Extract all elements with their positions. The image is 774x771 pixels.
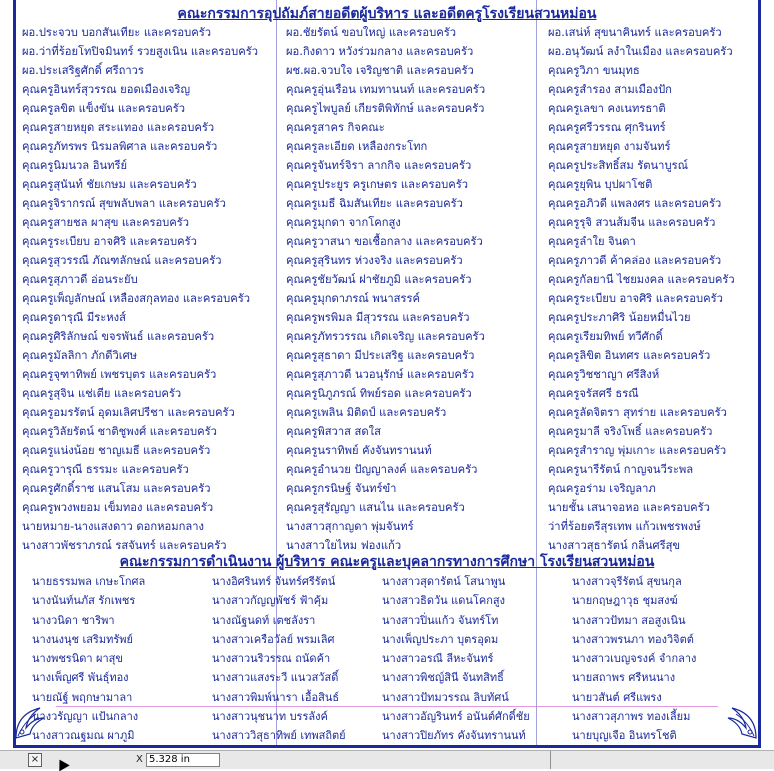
committee-member-name: นางสาวสุธารัตน์ กลิ่นศรีสุข [548,539,681,552]
committee-member-name: คุณครูกัลยานี ไชยมงคล และครอบครัว [548,273,735,286]
staff-member-name: นายธรรมพล เกษะโกศล [32,575,146,588]
committee-member-name: นางสาวสุกาญดา พุ่มจันทร์ [286,520,414,533]
committee-member-name: ผอ.ประจวบ บอกสันเทียะ และครอบครัว [22,26,211,39]
committee-member-name: นายชั้น เสนาจอหอ และครอบครัว [548,501,710,514]
staff-member-name: นางสาวสุดารัตน์ โสนาพูน [382,575,506,588]
committee-member-name: ผช.ผอ.จวบใจ เจริญชาติ และครอบครัว [286,64,474,77]
committee-member-name: คุณครูสำราญ พุ่มเกาะ และครอบครัว [548,444,727,457]
committee-member-name: นางสาวใยไหม ฟองแก้ว [286,539,402,552]
committee-member-name: คุณครูมัลลิกา ภักดีวิเศษ [22,349,138,362]
staff-title: คณะกรรมการดำเนินงาน ผู้บริหาร คณะครูและบุคลากรทางการศึกษา โรงเรียนสวนหม่อน [119,554,655,570]
committee-member-name: คุณครูแน่งน้อย ชาญเมธี และครอบครัว [22,444,211,457]
staff-member-name: นางสาวสุภาพร ทองเลี้ยม [572,710,691,724]
staff-member-name: นางเพ็ญศรี พันธุ์ทอง [32,671,129,685]
staff-member-name: นางสาวอัญรินทร์ อนันต์ศักดิ์ชัย [382,710,530,724]
committee-member-name: คุณครูสุนันท์ ชัยเกษม และครอบครัว [22,178,197,191]
committee-member-name: ผอ.กิงดาว หวังร่วมกลาง และครอบครัว [286,45,474,58]
committee-member-name: คุณครูนารีรัตน์ กาญจนวีระพล [548,463,694,476]
staff-member-name: นายวสันต์ ศรีแพรง [572,690,662,704]
committee-member-name: คุณครูกรนิษฐ์ จันทร์ขำ [286,482,397,495]
staff-member-name: นายบุญเจือ อินทรโชติ [572,729,677,743]
committee-list [22,23,762,555]
committee-member-name: คุณครูละเอียด เหลืองกระโทก [286,140,428,153]
staff-member-name: นางวนิดา ชาริพา [32,613,115,627]
committee-member-name: คุณครูรุจิ สวนส้มจีน และครอบครัว [548,216,716,229]
staff-member-name: นางสาวธิดวัน แดนโคกสูง [382,594,505,608]
committee-member-name: คุณครูสาคร กิจคณะ [286,121,385,134]
committee-member-name: คุณครูประสิทธิ์สม รัตนาบูรณ์ [548,159,688,172]
committee-member-name: คุณครูเมธี ฉิมสันเทียะ และครอบครัว [286,197,463,210]
committee-member-name: คุณครูวิชชาญา ศรีสิงห์ [548,368,660,381]
committee-member-name: คุณครูระเบียบ อาจศิริ และครอบครัว [548,292,723,305]
committee-member-name: คุณครูวิภา ขนมุทธ [548,64,640,77]
staff-member-name: นางนงนุช เสริมทรัพย์ [32,632,133,646]
coordinate-label: X [136,754,143,765]
committee-member-name: ผอ.เสน่ห์ สุขนาคินทร์ และครอบครัว [548,26,722,39]
committee-member-name: คุณครูภัทรวรรณ เกิดเจริญ และครอบครัว [286,330,485,343]
corner-ornament-left [14,704,50,740]
committee-member-name: คุณครูสุวรรณี ภัณฑลักษณ์ และครอบครัว [22,254,222,267]
committee-member-name: คุณครูพิสวาส สดใส [286,425,381,438]
committee-member-name: ผอ.ชัยรัตน์ ขอบใหญ่ และครอบครัว [286,26,457,39]
committee-member-name: คุณครูลิขิต อินทศร และครอบครัว [548,349,711,362]
committee-member-name: ผอ.ว่าที่ร้อยโทปิจมินทร์ รวยสูงเนิน และครอบครัว [22,45,259,58]
staff-member-name: นางพชรนิดา ผาสุข [32,652,123,666]
staff-member-name: นางสาววิสุธาทิพย์ เทพสถิตย์ [212,729,346,743]
cursor-icon [54,757,69,771]
status-divider [550,751,551,769]
committee-member-name: คุณครูภาวดี ค้าคล่อง และครอบครัว [548,254,722,267]
committee-member-name: คุณครูศิริลักษณ์ ขจรพันธ์ และครอบครัว [22,330,215,343]
staff-member-name: นางสาวปัทมา สอสูงเนิน [572,613,686,627]
committee-member-name: คุณครูอุ่นเรือน เทมทานนท์ และครอบครัว [286,83,486,96]
staff-member-name: นางนันท์นภัส รักเพชร [32,594,136,608]
staff-member-name: นางเพ็ญประภา บุตรอุดม [382,632,499,646]
committee-member-name: คุณครูอภิวดี แพลงศร และครอบครัว [548,197,722,210]
committee-member-name: คุณครูประยูร ครูเกษตร และครอบครัว [286,178,469,191]
staff-member-name: นางสาวเบญจรงค์ จำกลาง [572,652,697,666]
document-page [13,0,761,748]
committee-member-name: คุณครูลขิต แข็งขัน และครอบครัว [22,102,186,115]
committee-member-name: คุณครูวาสนา ขอเชื้อกลาง และครอบครัว [286,235,483,248]
committee-member-name: ผอ.อนุวัฒน์ ลงำในเมือง และครอบครัว [548,45,733,58]
corner-ornament-right [722,704,758,740]
committee-member-name: คุณครูศรีวรรณ ศุกรินทร์ [548,121,666,134]
status-bar [0,750,774,769]
staff-member-name: นายสถาพร ศรีหนนาง [572,671,676,685]
committee-member-name: คุณครูจุฑาทิพย์ เพชรบุตร และครอบครัว [22,368,217,381]
committee-member-name: คุณครูลัดจิตรา สุทร่าย และครอบครัว [548,406,727,419]
staff-member-name: นางสาวแสงระวี แนวสวัสดิ์ [212,671,339,685]
committee-member-name: คุณครูลำใย จินดา [548,235,636,248]
committee-member-name: นายหมาย-นางแสงดาว ดอกหอมกลาง [22,520,204,533]
committee-member-name: คุณครูประภาศิริ น้อยหมื่นไวย [548,311,691,324]
staff-member-name: นางสาวพิมพ์นารา เอื้อสินธ์ [212,690,340,704]
committee-member-name: คุณครูอมรรัตน์ อุดมเลิศปรีชา และครอบครัว [22,406,235,419]
committee-member-name: คุณครูจันทร์จิรา ลากกิจ และครอบครัว [286,159,472,172]
committee-member-name: คุณครูสายหยุด งามจันทร์ [548,140,671,153]
committee-member-name: คุณครูนราทิพย์ คังจันทรานนท์ [286,444,432,457]
committee-member-name: คุณครูมุกดา จากโคกสูง [286,216,401,229]
staff-member-name: นายณัฐ์ พฤกษามาลา [32,690,133,704]
committee-member-name: ว่าที่ร้อยตรีสุรเทพ แก้วเพชรพงษ์ [548,520,701,533]
staff-member-name: นางสาวปิ่นแก้ว จันทร์โท [382,613,499,627]
committee-member-name: คุณครูวิลัยรัตน์ ชาติชูพงศ์ และครอบครัว [22,425,217,438]
committee-member-name: คุณครูสุภาวดี อ่อนระยับ [22,273,138,286]
committee-member-name: ผอ.ประเสริฐศักดิ์ ศรีถาวร [22,64,144,77]
committee-member-name: คุณครูสายชล ผาสุข และครอบครัว [22,216,190,229]
staff-member-name: นางณัฐนดท์ เตชลังรา [212,613,316,627]
committee-member-name: คุณครูเพลิน มิติดป์ และครอบครัว [286,406,447,419]
committee-member-name: คุณครูเลขา คงเนทรธาติ [548,102,666,115]
close-icon[interactable]: × [28,753,42,767]
committee-member-name: คุณครูสุธาดา มีประเสริฐ และครอบครัว [286,349,475,362]
committee-member-name: คุณครูอำนวย ปัญญาลงค์ และครอบครัว [286,463,478,476]
staff-member-name: นางอิศรินทร์ จันทร์ศรีรัตน์ [212,575,336,588]
committee-member-name: คุณครูสายหยุด สระแทอง และครอบครัว [22,121,215,134]
committee-member-name: คุณครูสุรินทร ห่วงจริง และครอบครัว [286,254,463,267]
staff-member-name: นางสาวอรณี ลีหะจันทร์ [382,652,494,666]
committee-member-name: คุณครูศักดิ์ราช แสนโสม และครอบครัว [22,482,211,495]
staff-member-name: นางสาวปิยภัทร คังจันทรานนท์ [382,729,526,743]
committee-member-name: คุณครูจรัสศรี ธรณี [548,387,639,400]
coordinate-field[interactable]: 5.328 in [146,753,220,767]
committee-member-name: คุณครูมุกดาภรณ์ พนาสรรค์ [286,292,421,305]
committee-member-name: คุณครูจิรากรณ์ สุขพลับพลา และครอบครัว [22,197,226,210]
committee-member-name: คุณครูสุภาวดี นวอนุรักษ์ และครอบครัว [286,368,475,381]
staff-member-name: นางวรัญญา แป้นกลาง [32,710,139,724]
committee-member-name: คุณครูสุรัญญา แสนไน และครอบครัว [286,501,465,514]
committee-member-name: คุณครูระเบียบ อาจศิริ และครอบครัว [22,235,197,248]
committee-member-name: คุณครูสำรอง สามเมืองปัก [548,83,672,96]
committee-member-name: คุณครูวารุณี ธรรมะ และครอบครัว [22,463,189,476]
committee-member-name: คุณครูอินทร์สุวรรณ ยอดเมืองเจริญ [22,83,191,96]
committee-member-name: คุณครูนิภูภรณ์ ทิพย์รอด และครอบครัว [286,387,472,400]
committee-member-name: คุณครูพรพิมล มีสุวรรณ และครอบครัว [286,311,470,324]
staff-member-name: นางสาวนุชนาท บรรลังค์ [212,710,328,724]
committee-member-name: นางสาวพัชราภรณ์ รสจันทร์ และครอบครัว [22,539,227,552]
staff-list [32,572,762,746]
staff-member-name: นางสาวจุรีรัตน์ สุขนกุล [572,575,682,588]
committee-title: คณะกรรมการอุปถัมภ์สายอดีตผู้บริหาร และอดีตครูโรงเรียนสวนหม่อน [177,6,597,22]
staff-member-name: นางสาวนริวรรณ ถนัดค้า [212,652,331,666]
committee-member-name: คุณครูไพบูลย์ เกียรติพิทักษ์ และครอบครัว [286,102,485,115]
staff-member-name: นางสาวเครือวัลย์ พรมเลิศ [212,632,335,646]
committee-member-name: คุณครูนิมนวล อินทรีย์ [22,159,128,172]
staff-member-name: นายกฤษฎาวุธ ชุมสงฆ์ [572,594,678,608]
committee-member-name: คุณครูพวงพยอม เข็มทอง และครอบครัว [22,501,214,514]
committee-member-name: คุณครูเรียมทิพย์ ทวีศักดิ์ [548,330,663,343]
committee-member-name: คุณครูอร่าม เจริญลาภ [548,482,656,495]
staff-member-name: นางสาวปัทมวรรณ ลิบทัศน์ [382,690,509,704]
committee-member-name: คุณครูมาลี จริงโพธิ์ และครอบครัว [548,425,713,438]
staff-member-name: นางสาวณฐมณ ผาภูมิ [32,729,135,743]
committee-member-name: คุณครูดารุณี มีระหงส์ [22,311,126,324]
committee-member-name: คุณครูเพ็ญลักษณ์ เหลืองสกุลทอง และครอบครัว [22,292,250,305]
committee-member-name: คุณครูภัทรพร นิรมลพิศาล และครอบครัว [22,140,218,153]
committee-member-name: คุณครูชัยวัฒน์ ฝาชัยภูมิ และครอบครัว [286,273,472,286]
committee-member-name: คุณครูยุพิน บุปผาโชติ [548,178,653,191]
committee-member-name: คุณครูสุจิน แช่เตีย และครอบครัว [22,387,182,400]
staff-member-name: นางสาวกัญญพัชร์ ฟ้าคุ้ม [212,594,329,608]
staff-member-name: นางสาวพิชญ์สินี จันทสิทธิ์ [382,671,504,685]
staff-member-name: นางสาวพรนภา ทองวิจิตต์ [572,632,694,646]
